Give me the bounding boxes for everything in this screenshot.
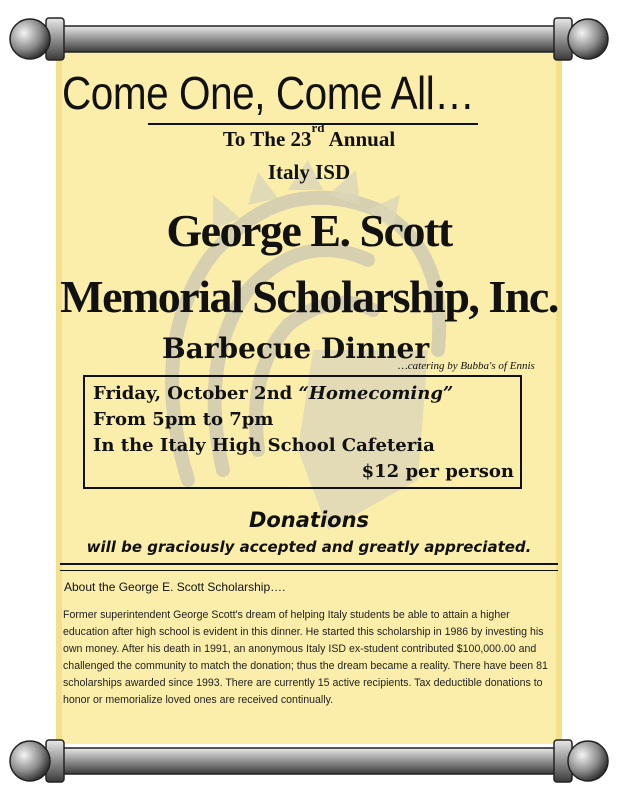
divider-thin: [60, 570, 558, 571]
scroll-rod-top: [0, 4, 618, 68]
event-time: From 5pm to 7pm: [93, 409, 274, 430]
event-date-text: Friday, October 2nd: [93, 383, 299, 404]
event-location: In the Italy High School Cafeteria: [93, 435, 435, 456]
catering-credit: …catering by Bubba's of Ennis: [398, 360, 535, 372]
about-body: Former superintendent George Scott's dream of helping Italy students be able to attain a higher education after high school is evident in this dinner. He started this scholarship in 1986 by investing his own money. After his death in 1991, an anonymous Italy ISD ex-student contributed $100,000.00 and challenged the community to match the donation; thus the dream became a reality. There have been 81 scholarships awarded since 1993. There are currently 15 active recipients. Tax deductible donations to honor or memorialize loved ones are received continually.: [63, 609, 548, 706]
event-price: $12 per person: [361, 461, 514, 482]
headline: Come One, Come All…: [62, 67, 475, 119]
event-date: [93, 383, 453, 404]
annual-line: [0, 120, 618, 152]
donations-text: will be graciously accepted and greatly appreciated.: [86, 538, 532, 556]
divider-thick: [60, 563, 558, 565]
annual-prefix: To The 23: [222, 127, 312, 151]
annual-ordinal: rd: [311, 120, 325, 135]
title-line-1: George E. Scott: [166, 205, 452, 256]
donations-heading: Donations: [248, 508, 370, 532]
scroll-rod-bottom: [0, 728, 618, 792]
event-name: Barbecue Dinner: [162, 332, 430, 365]
parchment-edge-left: [56, 52, 62, 744]
title-line-2: Memorial Scholarship, Inc.: [60, 271, 558, 322]
homecoming-label: “Homecoming”: [298, 383, 454, 404]
organization-name: Italy ISD: [267, 160, 351, 184]
about-heading: About the George E. Scott Scholarship….: [64, 580, 286, 594]
event-details-box: [83, 375, 522, 489]
annual-word: Annual: [324, 127, 396, 151]
